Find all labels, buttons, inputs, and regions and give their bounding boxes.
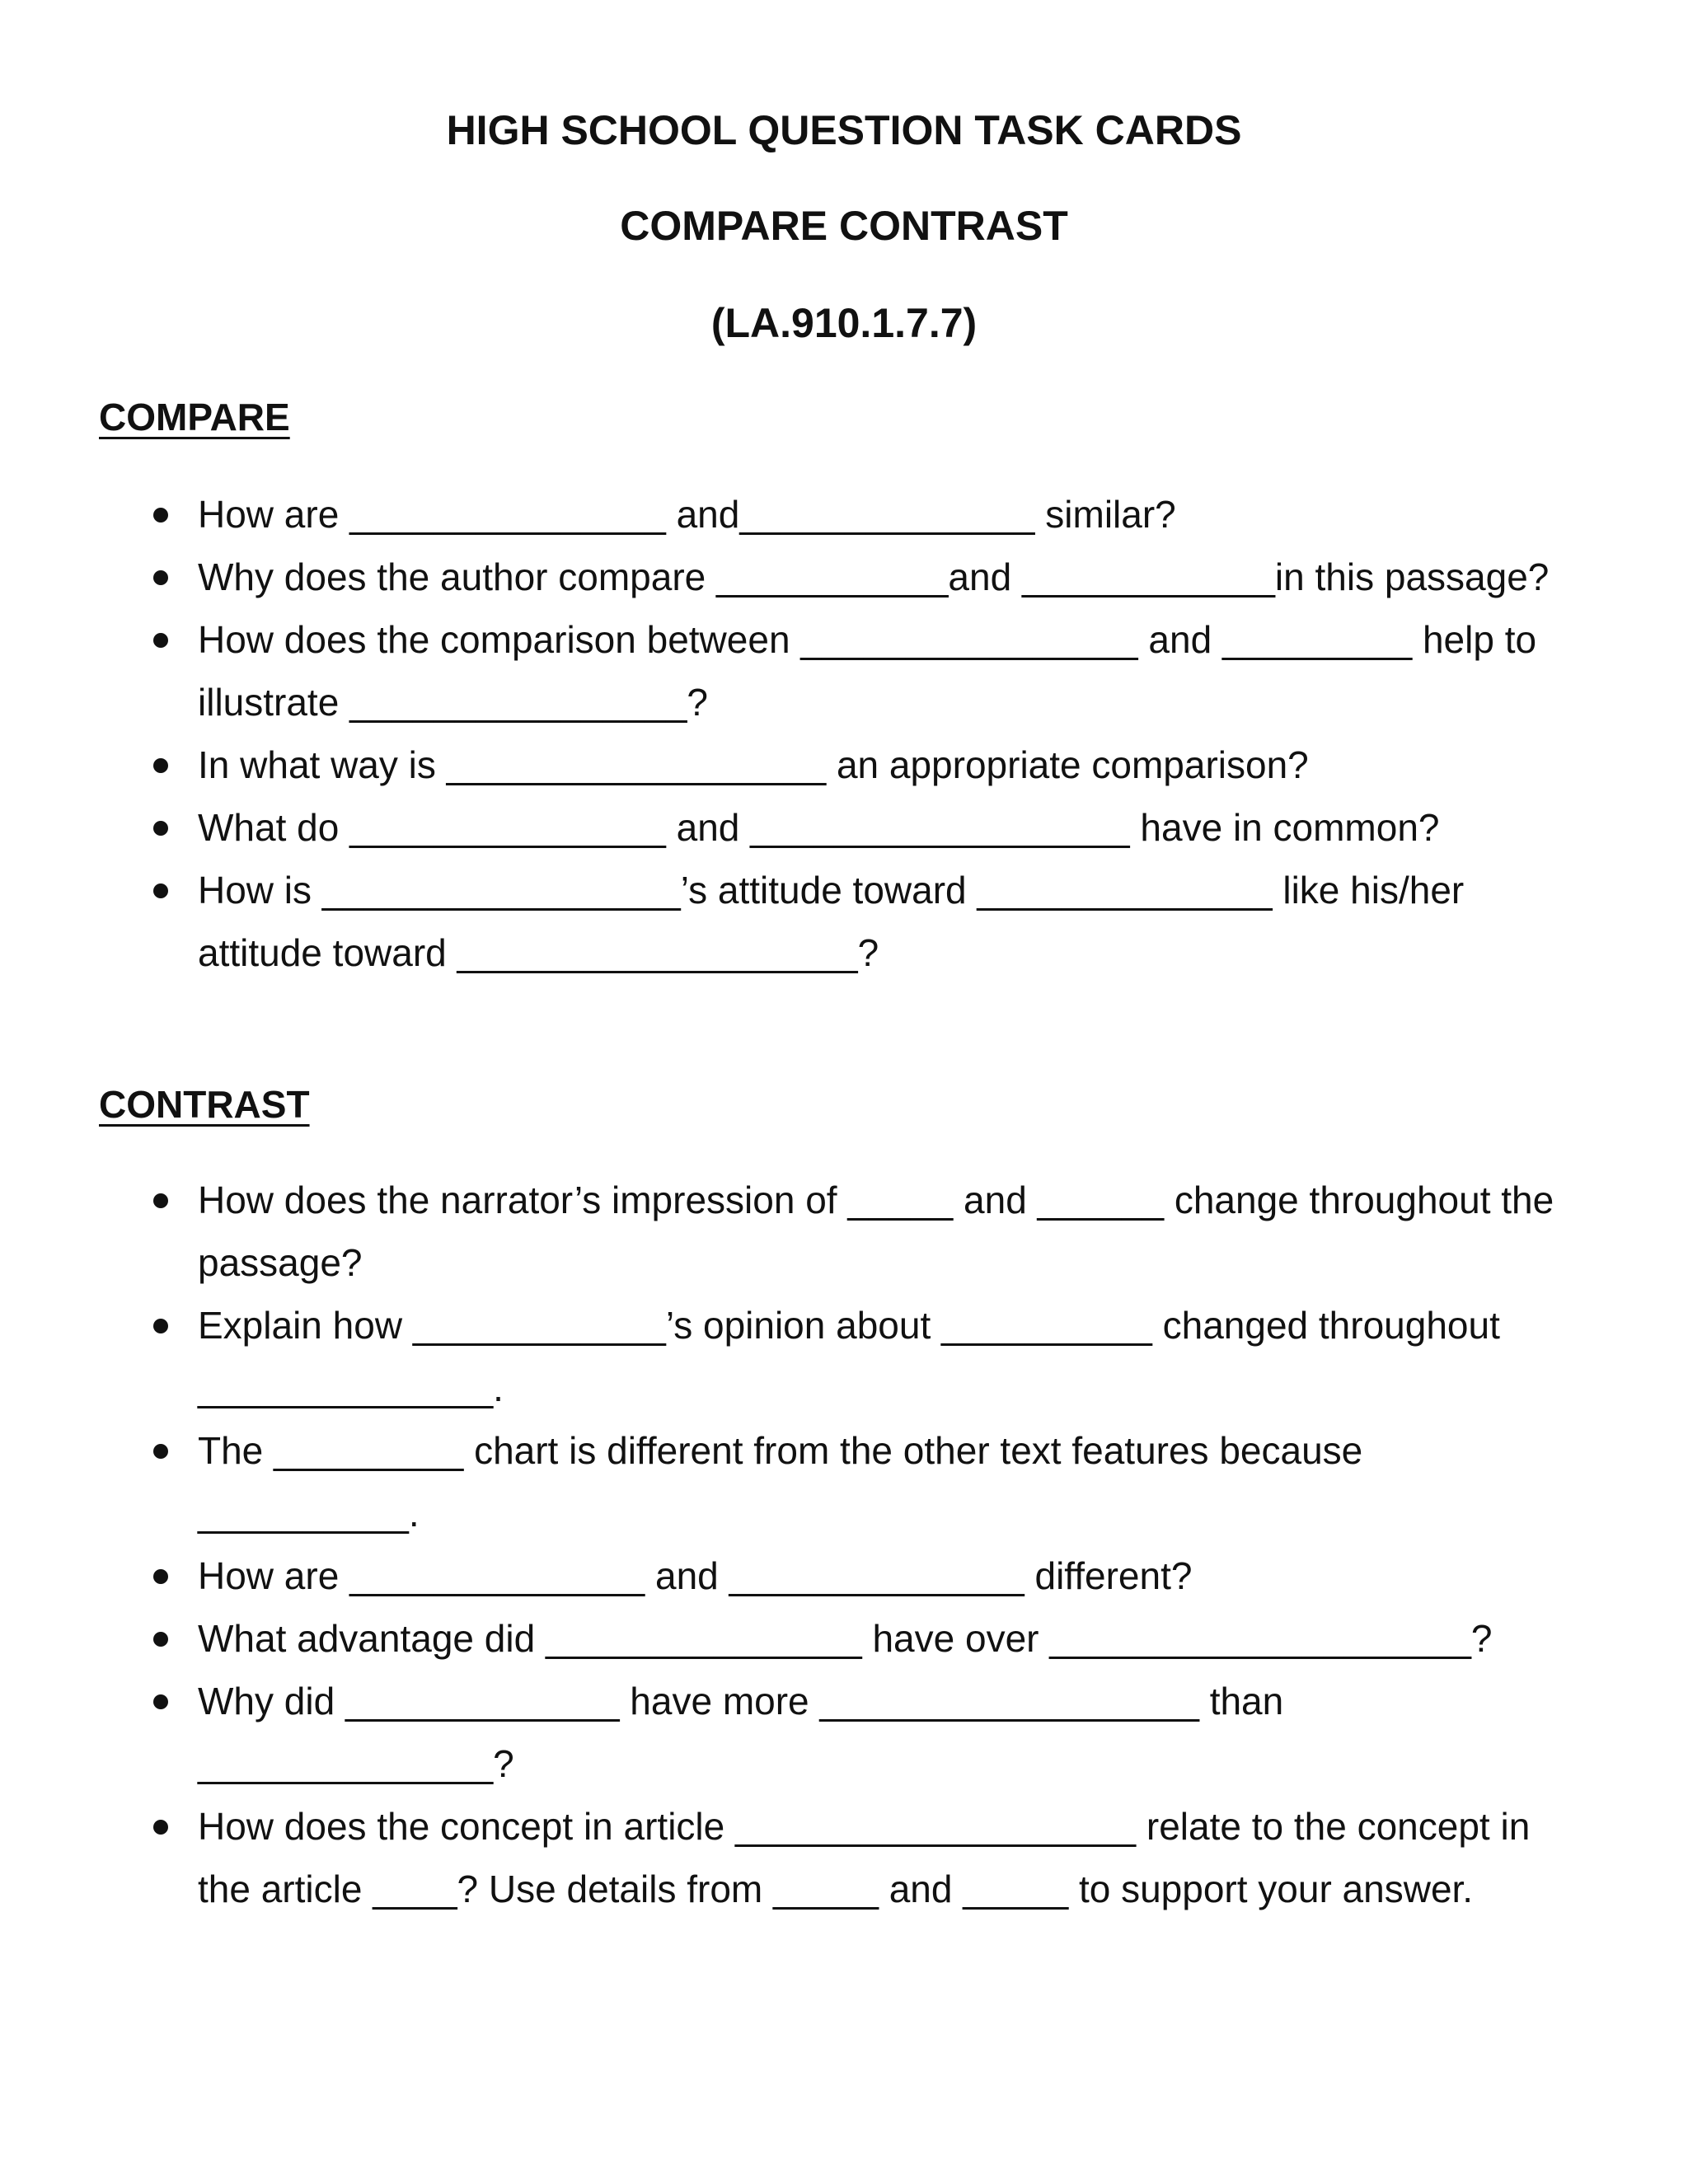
bullet-icon [153, 1632, 168, 1647]
list-item [0, 1294, 1688, 1419]
bullet-icon [153, 1694, 168, 1709]
question-text: How are ______________ and ______________ different? [198, 1554, 1193, 1597]
list-item [0, 1670, 1688, 1795]
bullet-icon [153, 1820, 168, 1835]
bullet-icon [153, 570, 168, 585]
list-item [0, 546, 1688, 608]
bullet-icon [153, 1319, 168, 1333]
list-item [0, 1419, 1688, 1544]
bullet-icon [153, 1444, 168, 1459]
document-subtitle: COMPARE CONTRAST [620, 203, 1068, 249]
bullet-icon [153, 508, 168, 523]
question-text: What advantage did _______________ have over ____________________? [198, 1617, 1493, 1660]
question-text: How does the narrator’s impression of _____ and ______ change throughout the passage? [198, 1179, 1564, 1284]
list-item [0, 1169, 1688, 1294]
list-item [0, 483, 1688, 546]
list-item [0, 1607, 1688, 1670]
question-text: Why did _____________ have more __________________ than ______________? [198, 1680, 1295, 1785]
list-item [0, 608, 1688, 733]
list-item [0, 1795, 1688, 1920]
question-text: What do _______________ and __________________ have in common? [198, 806, 1440, 849]
bullet-icon [153, 1569, 168, 1584]
compare-heading: COMPARE [99, 396, 290, 438]
bullet-icon [153, 758, 168, 773]
question-text: How is _________________’s attitude toward ______________ like his/her attitude toward ___________________? [198, 869, 1475, 974]
list-item [0, 733, 1688, 796]
question-text: How does the concept in article ___________________ relate to the concept in the article ____? Use details from _____ and _____ to support your answer. [198, 1805, 1541, 1910]
question-text: How does the comparison between ________________ and _________ help to illustrate ________________? [198, 618, 1547, 724]
question-text: The _________ chart is different from the other text features because __________. [198, 1429, 1374, 1535]
contrast-question-list [0, 1169, 1688, 1920]
question-text: Explain how ____________’s opinion about __________ changed throughout ______________. [198, 1304, 1511, 1409]
bullet-icon [153, 821, 168, 836]
question-text: How are _______________ and______________ similar? [198, 493, 1176, 536]
list-item [0, 859, 1688, 984]
list-item [0, 796, 1688, 859]
bullet-icon [153, 883, 168, 898]
contrast-heading: CONTRAST [99, 1083, 310, 1126]
compare-question-list [0, 483, 1688, 984]
document-title: HIGH SCHOOL QUESTION TASK CARDS [446, 107, 1242, 153]
bullet-icon [153, 1193, 168, 1208]
question-text: In what way is __________________ an appropriate comparison? [198, 743, 1309, 786]
bullet-icon [153, 633, 168, 648]
standard-code: (LA.910.1.7.7) [710, 300, 978, 346]
list-item [0, 1544, 1688, 1607]
question-text: Why does the author compare ___________and ____________in this passage? [198, 555, 1550, 598]
